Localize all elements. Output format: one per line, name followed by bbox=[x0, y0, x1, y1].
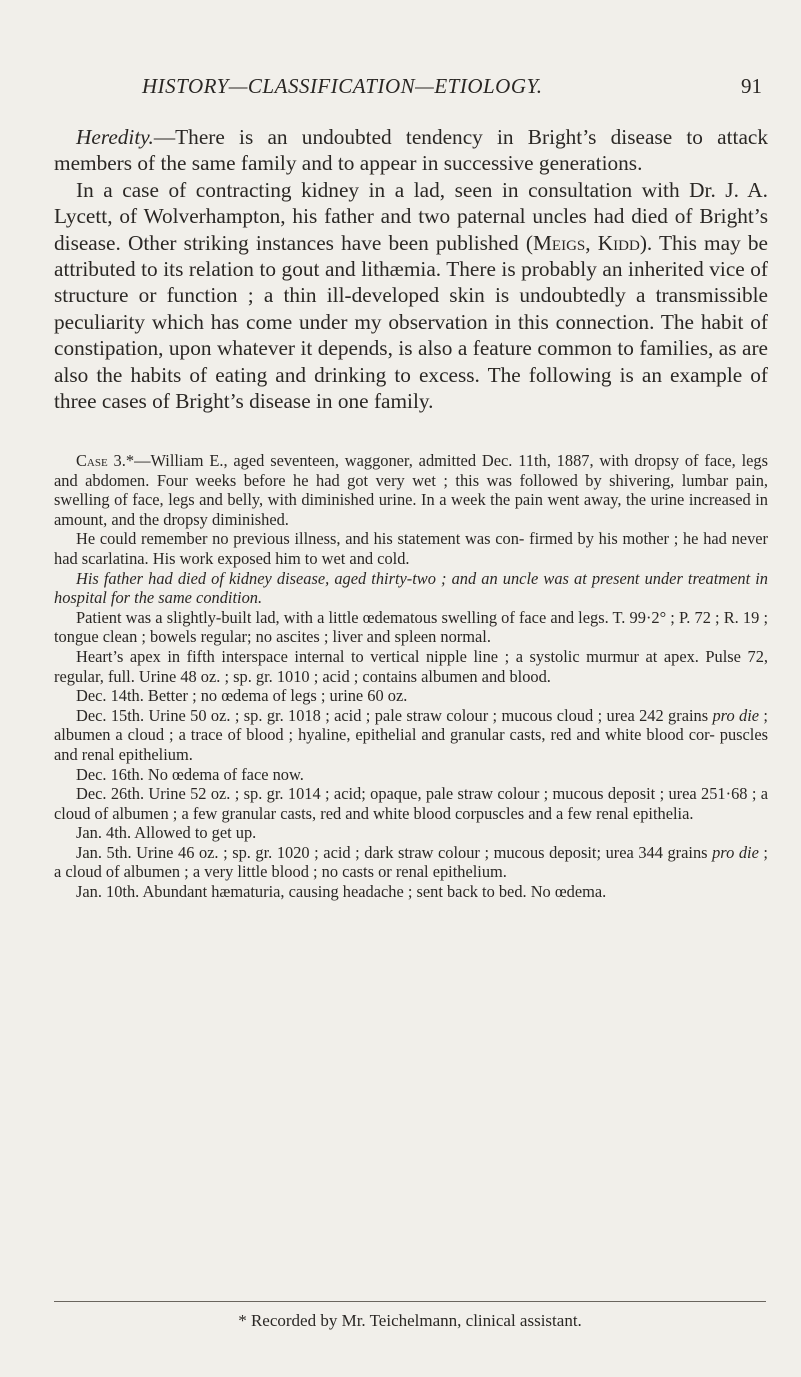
p2-part-b: ). This may be attributed to its relation to gout and lithæmia. There is probably an inherited vice of structure or function ; a thin ill-developed skin is undoubtedly a transmissible peculiarity which has come under my observation in this connection. The habit of constipation, upon whatever it depends, is also a feature common to families, as are also the habits of eating and drinking to excess. The following is an example of three cases of Bright’s disease in one family. bbox=[54, 230, 768, 414]
dec15-part-a: Dec. 15th. Urine 50 oz. ; sp. gr. 1018 ; acid ; pale straw colour ; mucous cloud ; urea 242 grains bbox=[76, 705, 713, 725]
dec15-pro-die: pro die bbox=[712, 705, 760, 725]
case-dec14: Dec. 14th. Better ; no œdema of legs ; urine 60 oz. bbox=[76, 686, 408, 706]
running-head bbox=[54, 74, 766, 104]
case-heart: Heart’s apex in fifth interspace internal to vertical nipple line ; a systolic murmur at apex. Pulse 72, regular, full. Urine 48 oz. ; sp. gr. 1010 ; acid ; contains albumen and blood. bbox=[54, 646, 768, 686]
case-jan4: Jan. 4th. Allowed to get up. bbox=[76, 823, 257, 843]
case-patient-exam: Patient was a slightly-built lad, with a little œdematous swelling of face and legs. T. 99·2° ; P. 72 ; R. 19 ; tongue clean ; bowels regular; no ascites ; liver and spleen normal. bbox=[54, 607, 768, 647]
main-text bbox=[54, 124, 768, 414]
heredity-text: —There is an undoubted tendency in Bright’s disease to attack members of the same family and to appear in successive generations. bbox=[54, 125, 768, 176]
case-dec16: Dec. 16th. No œdema of face now. bbox=[76, 764, 304, 784]
paragraph-consultation bbox=[54, 177, 768, 415]
page-number: 91 bbox=[741, 74, 762, 98]
case-report bbox=[54, 451, 768, 902]
running-head-title: HISTORY—CLASSIFICATION—ETIOLOGY. bbox=[142, 74, 543, 98]
paragraph-heredity bbox=[54, 124, 768, 177]
case-jan10: Jan. 10th. Abundant hæmaturia, causing headache ; sent back to bed. No œdema. bbox=[76, 882, 607, 902]
heredity-label: Heredity. bbox=[76, 125, 154, 149]
footnote: * Recorded by Mr. Teichelmann, clinical assistant. bbox=[238, 1311, 582, 1330]
footnote-rule bbox=[54, 1301, 766, 1302]
case-dec26: Dec. 26th. Urine 52 oz. ; sp. gr. 1014 ; acid; opaque, pale straw colour ; mucous deposit ; urea 251·68 ; a cloud of albumen ; a few granular casts, red and white blood corpuscles and a few renal epithelia. bbox=[54, 784, 768, 823]
p2-separator: , bbox=[585, 230, 598, 255]
dec15-part-b: ; albumen a cloud ; a trace of blood ; hyaline, epithelial and granular casts, red and white blood cor- puscles and renal epithelium. bbox=[54, 705, 768, 764]
case-label: Case 3.* bbox=[76, 451, 135, 470]
case-intro-text: —William E., aged seventeen, waggoner, admitted Dec. 11th, 1887, with dropsy of face, legs and abdomen. Four weeks before he had got very wet ; this was followed by shivering, lumbar pain, swelling of face, legs and belly, with diminished urine. In a week the pain went away, the urine increased in amount, and the dropsy diminished. bbox=[54, 451, 768, 529]
p2-part-a: In a case of contracting kidney in a lad, seen in consultation with Dr. J. A. Lycett, of Wolverhampton, his father and two paternal uncles had died of Bright’s disease. Other striking instances have been published ( bbox=[54, 177, 768, 255]
case-history: He could remember no previous illness, and his statement was con- firmed by his mother ; he had never had scarlatina. His work exposed him to wet and cold. bbox=[54, 529, 768, 568]
author-meigs: Meigs bbox=[532, 230, 586, 255]
case-intro bbox=[54, 451, 768, 529]
case-jan5 bbox=[54, 843, 768, 882]
jan5-pro-die: pro die bbox=[712, 842, 759, 862]
jan5-part-b: ; a cloud of albumen ; a very little blood ; no casts or renal epithelium. bbox=[54, 842, 768, 882]
case-dec15 bbox=[54, 706, 768, 765]
author-kidd: Kidd bbox=[597, 230, 640, 255]
jan5-part-a: Jan. 5th. Urine 46 oz. ; sp. gr. 1020 ; acid ; dark straw colour ; mucous deposit; urea 344 grains bbox=[76, 842, 713, 862]
case-family-history: His father had died of kidney disease, aged thirty-two ; and an uncle was at present under treatment in hospital for the same condition. bbox=[54, 568, 768, 608]
